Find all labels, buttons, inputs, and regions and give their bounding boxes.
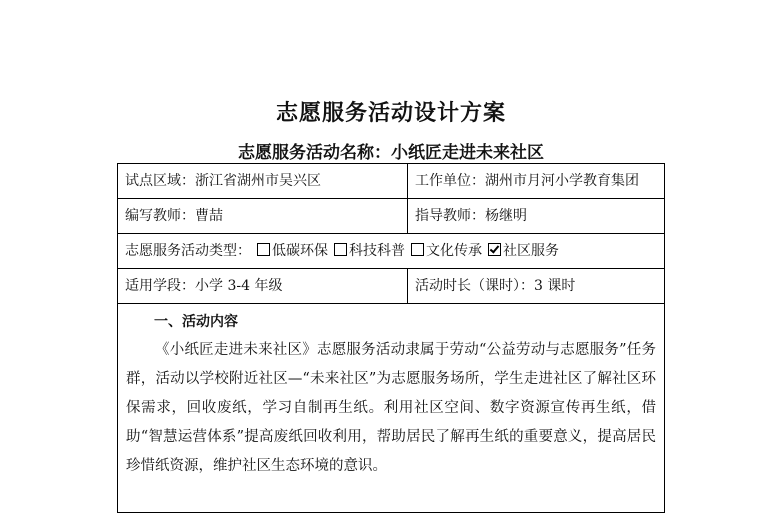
activity-type-cell <box>118 234 665 269</box>
type-option-label: 科技科普 <box>349 243 405 259</box>
table-row <box>118 164 665 199</box>
info-table <box>117 163 665 513</box>
work-unit-cell: 工作单位：湖州市月河小学教育集团 <box>408 164 665 199</box>
pilot-area-cell: 试点区域：浙江省湖州市吴兴区 <box>118 164 408 199</box>
content-paragraph: 《小纸匠走进未来社区》志愿服务活动隶属于劳动“公益劳动与志愿服务”任务群，活动以学校附近社区—“未来社区”为志愿服务场所，学生走进社区了解社区环保需求，回收废纸，学习自制再生纸。利用社区空间、数字资源宣传再生纸，借助“智慧运营体系”提高废纸回收利用，帮助居民了解再生纸的重要意义，提高居民珍惜纸资源，维护社区生态环境的意识。 <box>126 342 656 474</box>
activity-type-label: 志愿服务活动类型： <box>125 243 251 259</box>
table-row <box>118 269 665 304</box>
document-title: 志愿服务活动设计方案 <box>275 101 506 126</box>
table-row <box>118 199 665 234</box>
table-row <box>118 304 665 513</box>
type-option-label: 社区服务 <box>503 243 559 259</box>
duration-cell: 活动时长（课时）：3 课时 <box>408 269 665 304</box>
author-cell: 编写教师：曹喆 <box>118 199 408 234</box>
content-cell <box>118 304 665 513</box>
type-option-label: 文化传承 <box>426 243 482 259</box>
activity-name: 志愿服务活动名称：小纸匠走进未来社区 <box>238 143 544 163</box>
advisor-cell: 指导教师：杨继明 <box>408 199 665 234</box>
checkbox-icon <box>334 243 347 256</box>
section-heading: 一、活动内容 <box>154 314 238 330</box>
table-row <box>118 234 665 269</box>
checked-checkbox-icon <box>488 243 501 256</box>
checkbox-icon <box>411 243 424 256</box>
grade-cell: 适用学段：小学 3-4 年级 <box>118 269 408 304</box>
type-option-label: 低碳环保 <box>272 243 328 259</box>
checkbox-icon <box>257 243 270 256</box>
